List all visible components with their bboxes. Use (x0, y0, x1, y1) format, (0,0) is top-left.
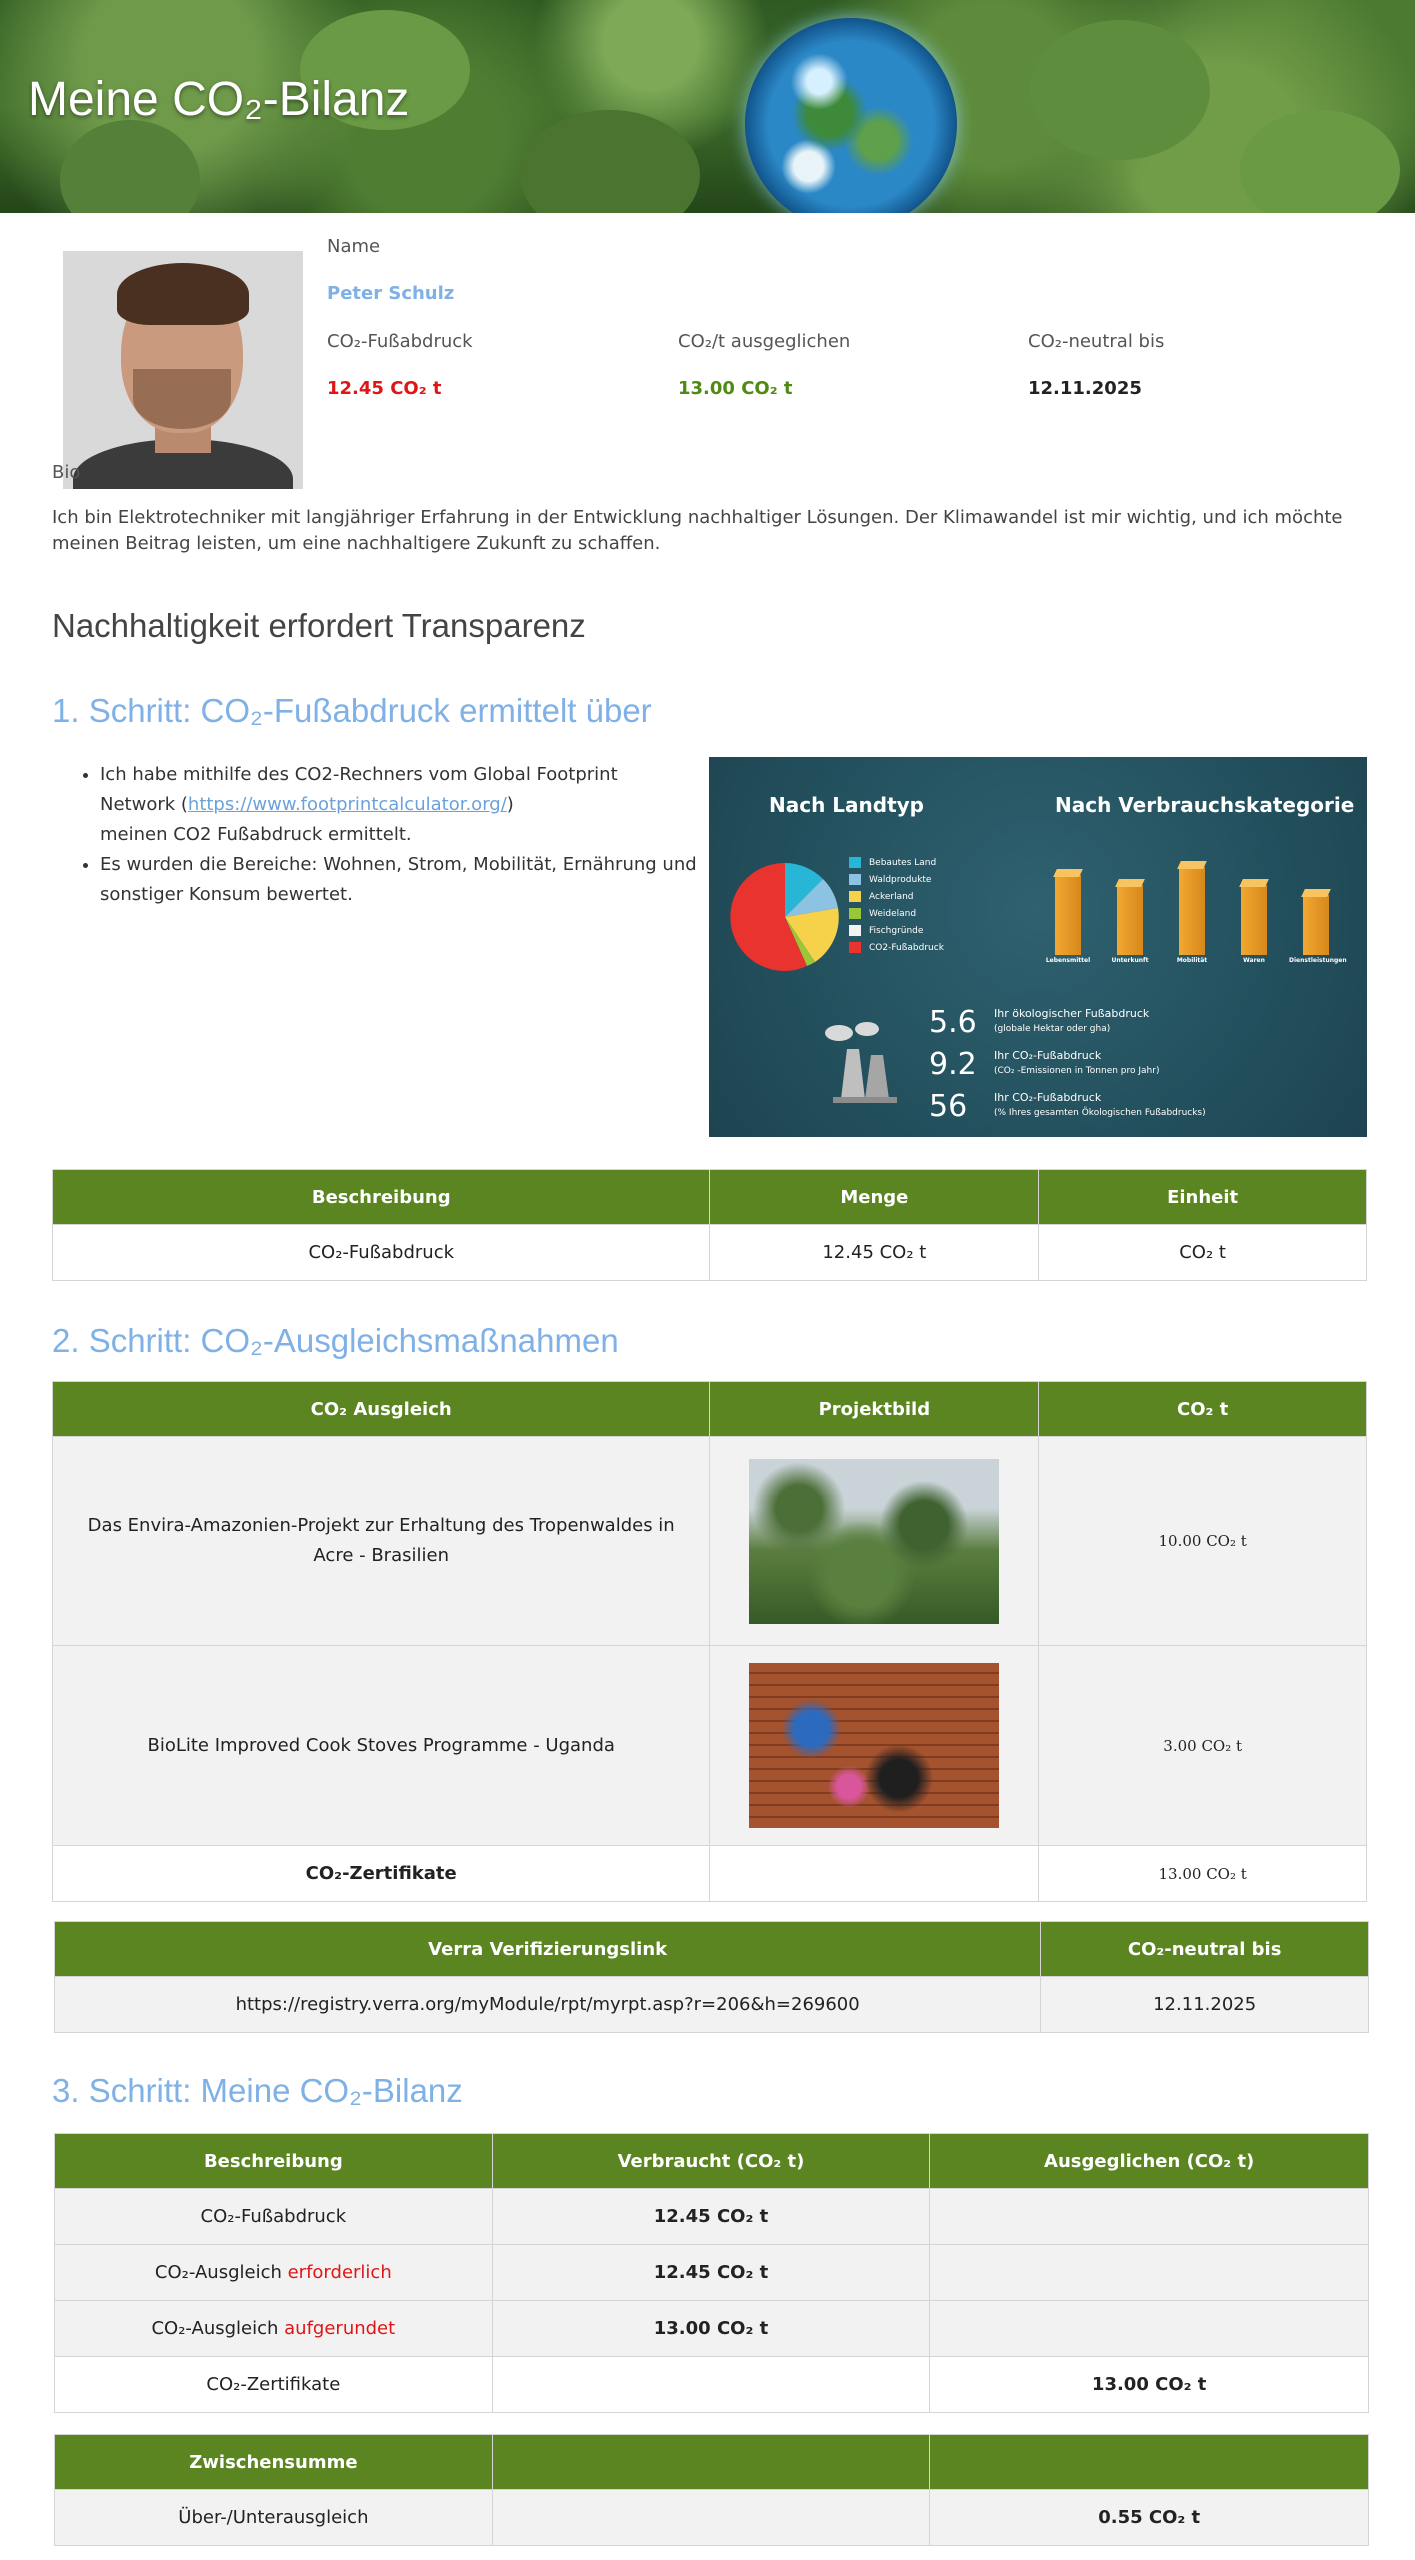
footprint-calculator-link[interactable]: https://www.footprintcalculator.org/ (187, 794, 507, 815)
stat-value: 5.6 (929, 1005, 977, 1040)
table-cell (710, 1846, 1039, 1902)
offset-cell (930, 2245, 1369, 2301)
table-row (53, 1437, 1367, 1646)
project-image-cell (710, 1437, 1039, 1646)
name-label: Name (327, 236, 381, 257)
forest-canopy (520, 110, 700, 213)
offset-cell (930, 2301, 1369, 2357)
column-header: Einheit (1039, 1170, 1367, 1225)
table-cell: CO₂ t (1039, 1225, 1367, 1281)
certificates-value: 13.00 CO₂ t (1039, 1846, 1367, 1902)
neutral-label: CO₂-neutral bis (1028, 331, 1165, 352)
stat-value: 9.2 (929, 1047, 977, 1082)
column-header: Menge (710, 1170, 1039, 1225)
subtotal-table (54, 2434, 1369, 2546)
balance-description: CO₂-Fußabdruck (55, 2189, 493, 2245)
forest-canopy (1030, 20, 1210, 160)
neutral-value: 12.11.2025 (1028, 378, 1142, 399)
bar-label: Dienstleistungen (1289, 957, 1347, 964)
category-bar (1241, 885, 1267, 955)
factory-icon (819, 1019, 909, 1109)
consumed-value: 13.00 CO₂ t (492, 2301, 930, 2357)
infographic-title-left: Nach Landtyp (769, 793, 924, 817)
footprint-table (52, 1169, 1367, 1281)
landtype-legend (849, 855, 944, 957)
column-header: Zwischensumme (55, 2435, 493, 2490)
forest-canopy (1240, 110, 1400, 213)
offset-cell (930, 2189, 1369, 2245)
legend-item: Fischgründe (849, 923, 944, 940)
table-row (55, 2301, 1369, 2357)
balance-description: CO₂-Ausgleich aufgerundet (55, 2301, 493, 2357)
page-title: Meine CO₂-Bilanz (28, 73, 410, 126)
consumed-value: 12.45 CO₂ t (492, 2189, 930, 2245)
balance-description: CO₂-Ausgleich erforderlich (55, 2245, 493, 2301)
category-bar (1055, 875, 1081, 955)
project-image-cell (710, 1646, 1039, 1846)
cook-stove-image (749, 1663, 999, 1828)
profile-name: Peter Schulz (327, 283, 455, 304)
legend-item: CO2-Fußabdruck (849, 940, 944, 957)
column-header: Verra Verifizierungslink (55, 1922, 1041, 1977)
project-value: 3.00 CO₂ t (1039, 1646, 1367, 1846)
stat-description: Ihr CO₂-Fußabdruck (CO₂ -Emissionen in Tonnen pro Jahr) (994, 1049, 1160, 1076)
verra-verification-link[interactable]: https://registry.verra.org/myModule/rpt/myrpt.asp?r=206&h=269600 (55, 1977, 1041, 2033)
category-bar (1117, 885, 1143, 955)
bullet-item: • Es wurden die Bereiche: Wohnen, Strom, Mobilität, Ernährung und sonstiger Konsum bewertet. (100, 850, 698, 910)
bar-label: Mobilität (1176, 957, 1208, 964)
category-bar (1179, 867, 1205, 955)
table-row (55, 2245, 1369, 2301)
consumed-cell (492, 2357, 930, 2413)
bio-label: Bio (52, 462, 81, 483)
column-header: Verbraucht (CO₂ t) (492, 2134, 930, 2189)
column-header: Ausgeglichen (CO₂ t) (930, 2134, 1369, 2189)
column-header: Projektbild (710, 1382, 1039, 1437)
forest-canopy (60, 120, 200, 213)
offset-value: 13.00 CO₂ t (930, 2357, 1369, 2413)
stat-value: 56 (929, 1089, 968, 1124)
footprint-label: CO₂-Fußabdruck (327, 331, 473, 352)
step2-heading: 2. Schritt: CO₂-Ausgleichsmaßnahmen (52, 1322, 619, 1359)
step1-bullet-list (78, 760, 698, 910)
column-header: CO₂ t (1039, 1382, 1367, 1437)
table-cell (492, 2490, 930, 2546)
column-header (930, 2435, 1369, 2490)
column-header: CO₂-neutral bis (1041, 1922, 1369, 1977)
category-bar (1303, 895, 1329, 955)
column-header: Beschreibung (55, 2134, 493, 2189)
step3-heading: 3. Schritt: Meine CO₂-Bilanz (52, 2072, 463, 2109)
stat-description: Ihr ökologischer Fußabdruck (globale Hektar oder gha) (994, 1007, 1150, 1034)
verra-table (54, 1921, 1369, 2033)
offset-label: CO₂/t ausgeglichen (678, 331, 851, 352)
column-header: Beschreibung (53, 1170, 710, 1225)
certificates-label: CO₂-Zertifikate (53, 1846, 710, 1902)
offset-value: 13.00 CO₂ t (678, 378, 793, 399)
footprint-value: 12.45 CO₂ t (327, 378, 442, 399)
legend-item: Weideland (849, 906, 944, 923)
step1-heading: 1. Schritt: CO₂-Fußabdruck ermittelt über (52, 692, 652, 729)
project-name: BioLite Improved Cook Stoves Programme - Uganda (53, 1646, 710, 1846)
stat-description: Ihr CO₂-Fußabdruck (% Ihres gesamten Ökologischen Fußabdrucks) (994, 1091, 1206, 1118)
legend-item: Bebautes Land (849, 855, 944, 872)
table-row (55, 2490, 1369, 2546)
balance-table (54, 2133, 1369, 2413)
legend-item: Ackerland (849, 889, 944, 906)
neutral-date: 12.11.2025 (1041, 1977, 1369, 2033)
rainforest-image (749, 1459, 999, 1624)
bio-text: Ich bin Elektrotechniker mit langjähriger Erfahrung in der Entwicklung nachhaltiger Lösungen. Der Klimawandel ist mir wichtig, und ich möchte meinen Beitrag leisten, um eine nachhaltigere Zukunft zu schaffen. (52, 507, 1343, 554)
bar-label: Unterkunft (1111, 957, 1149, 964)
bar-label: Waren (1243, 957, 1265, 964)
legend-item: Waldprodukte (849, 872, 944, 889)
footprint-infographic (709, 757, 1367, 1137)
table-row (55, 2357, 1369, 2413)
table-row (53, 1646, 1367, 1846)
subtotal-value: 0.55 CO₂ t (930, 2490, 1369, 2546)
globe-icon (745, 18, 957, 213)
project-value: 10.00 CO₂ t (1039, 1437, 1367, 1646)
landtype-pie (725, 857, 845, 977)
table-row (53, 1846, 1367, 1902)
balance-description: CO₂-Zertifikate (55, 2357, 493, 2413)
table-row (55, 1977, 1369, 2033)
table-row (53, 1225, 1367, 1281)
consumed-value: 12.45 CO₂ t (492, 2245, 930, 2301)
profile-avatar (63, 251, 303, 489)
table-cell: 12.45 CO₂ t (710, 1225, 1039, 1281)
infographic-title-right: Nach Verbrauchskategorie (1055, 793, 1355, 817)
project-name: Das Envira-Amazonien-Projekt zur Erhaltung des Tropenwaldes in Acre - Brasilien (53, 1437, 710, 1646)
table-row (55, 2189, 1369, 2245)
column-header: CO₂ Ausgleich (53, 1382, 710, 1437)
header-banner (0, 0, 1415, 213)
offset-projects-table (52, 1381, 1367, 1902)
section-heading: Nachhaltigkeit erfordert Transparenz (52, 607, 586, 644)
table-cell: CO₂-Fußabdruck (53, 1225, 710, 1281)
subtotal-description: Über-/Unterausgleich (55, 2490, 493, 2546)
bullet-item: • Ich habe mithilfe des CO2-Rechners vom Global Footprint Network (https://www.footprintcalculator.org/) meinen CO2 Fußabdruck ermittelt. (100, 760, 698, 850)
column-header (492, 2435, 930, 2490)
bar-label: Lebensmittel (1045, 957, 1091, 964)
